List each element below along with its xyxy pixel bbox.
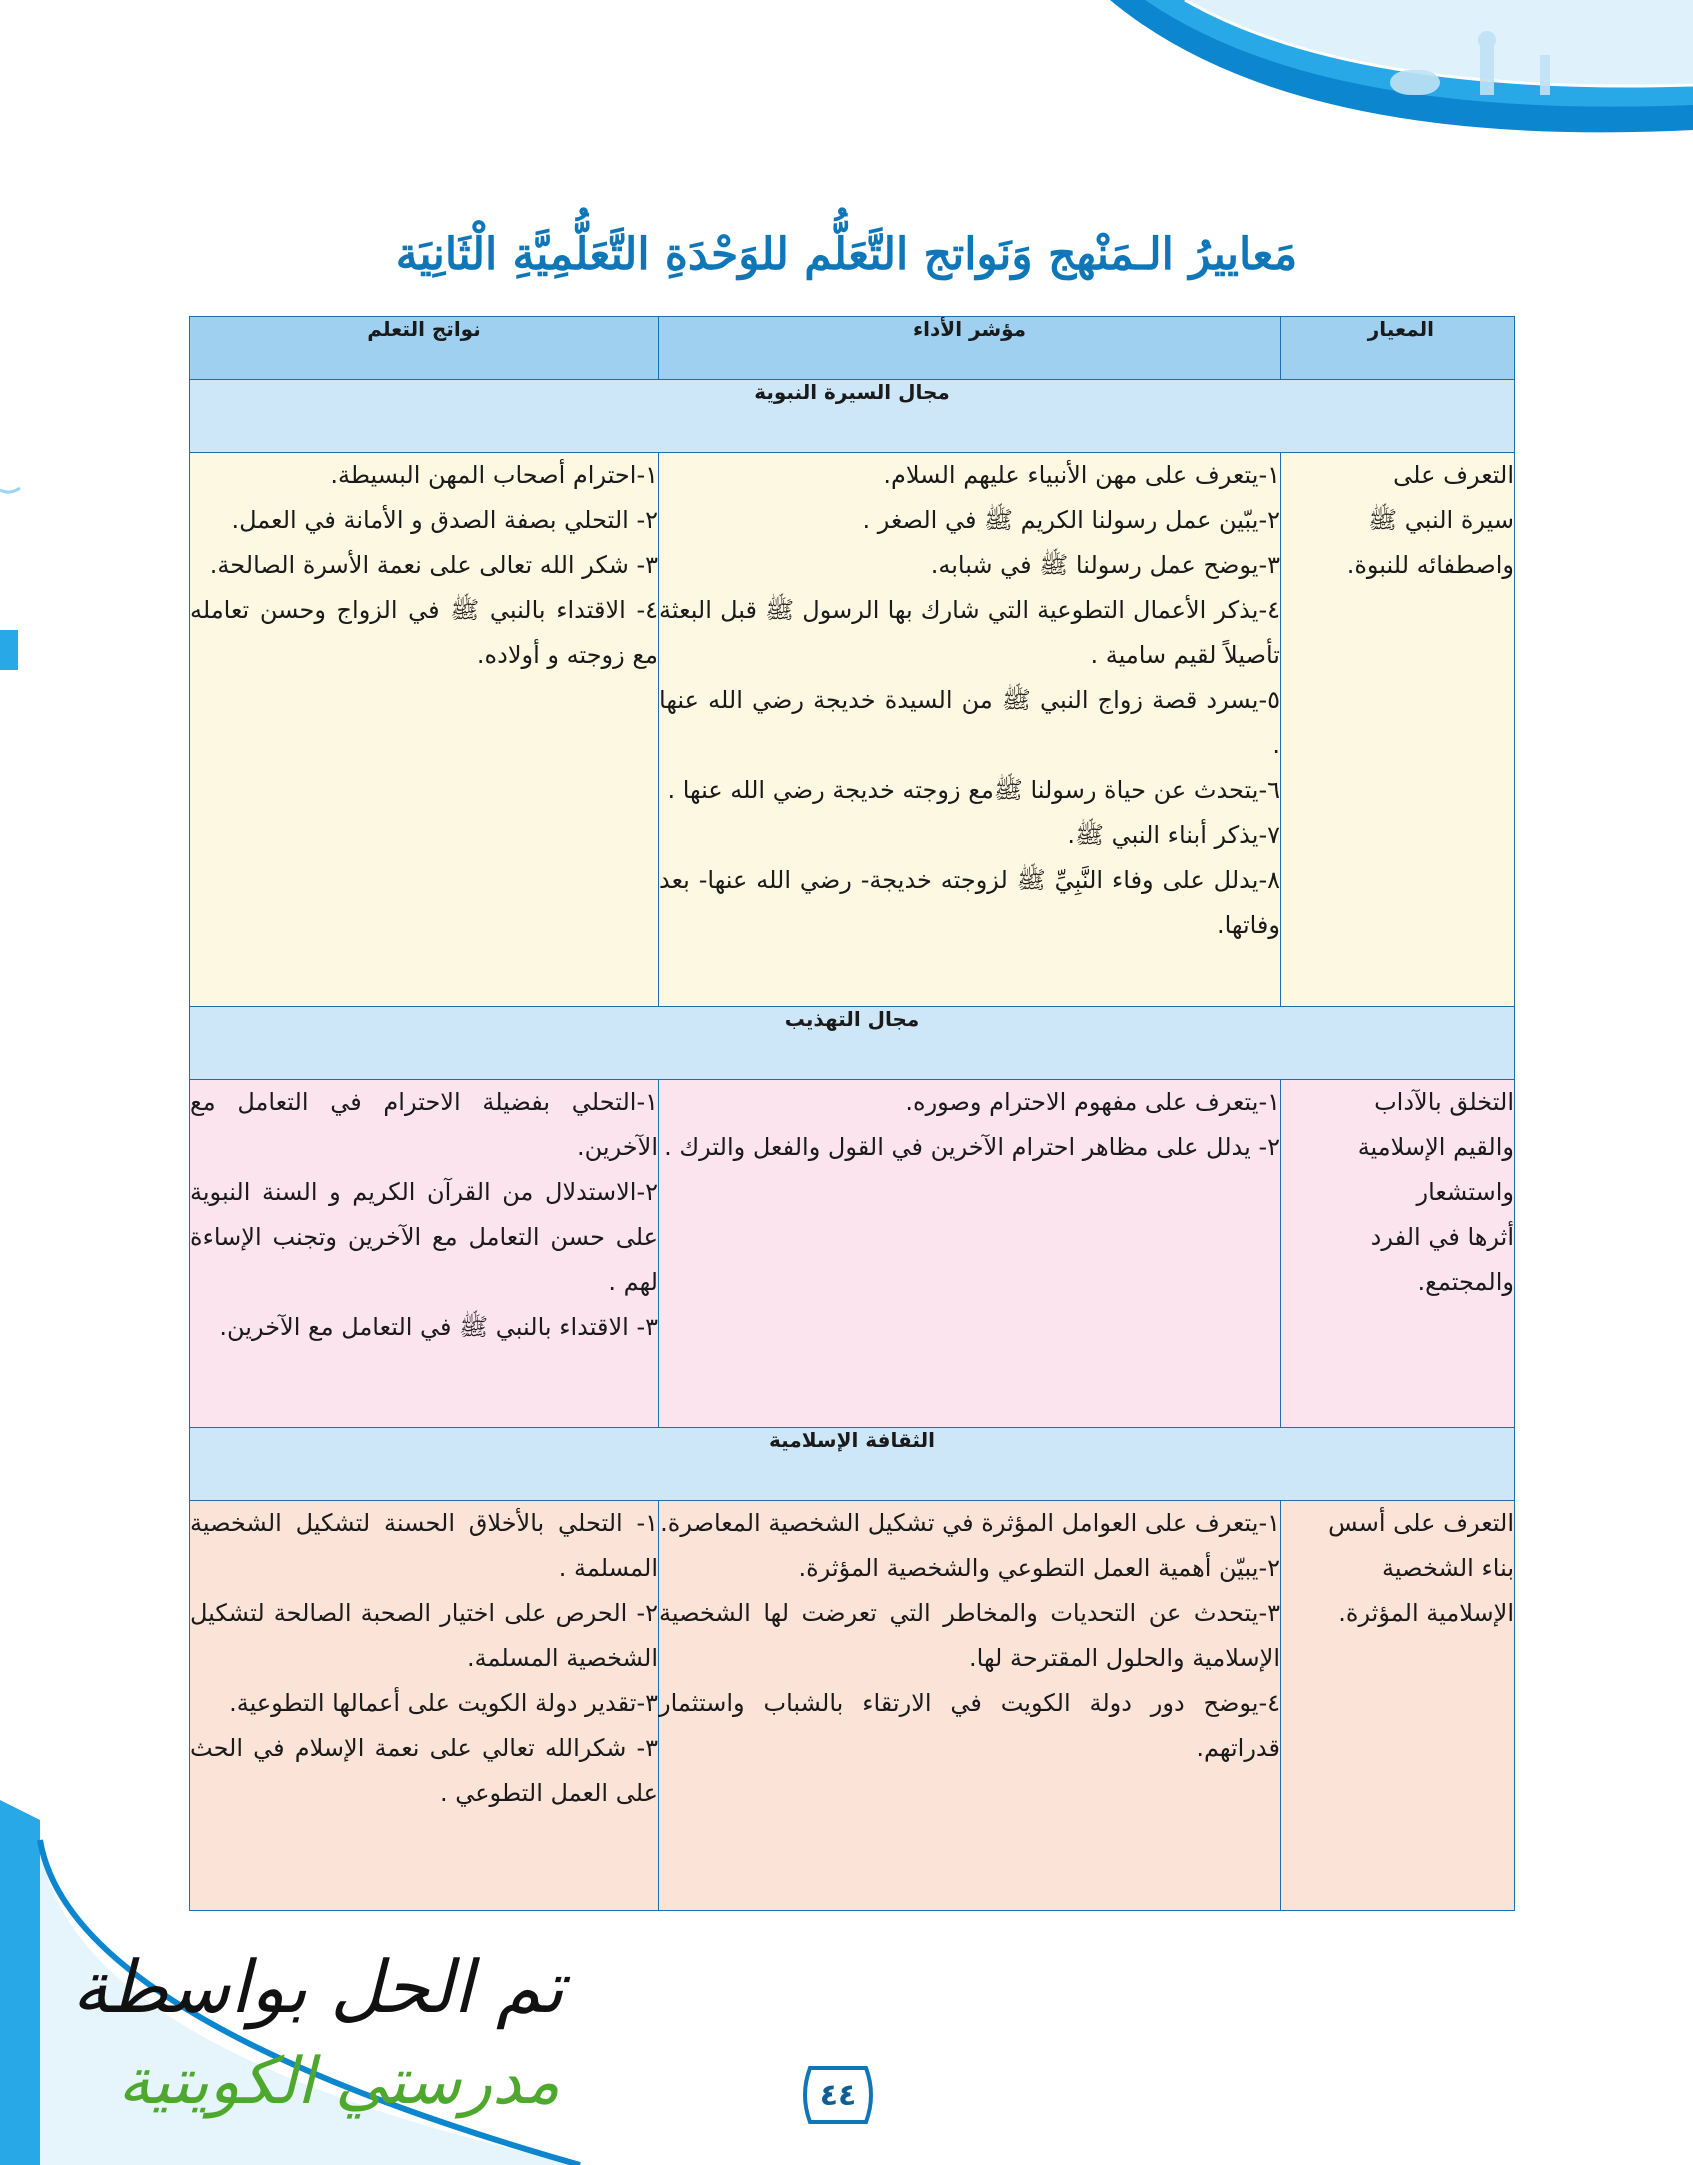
indicator-item: ٢-يبيّن أهمية العمل التطوعي والشخصية المؤثرة.	[798, 1554, 1280, 1582]
indicator-item: ٣-يتحدث عن التحديات والمخاطر التي تعرضت لها الشخصية الإسلامية والحلول المقترحة لها.	[659, 1599, 1280, 1672]
domain-row	[190, 380, 1515, 453]
left-edge-decoration	[0, 470, 30, 690]
domain-title: مجال التهذيب	[190, 1007, 1515, 1080]
table-row	[190, 453, 1515, 1007]
indicator-cell	[659, 1080, 1281, 1428]
indicator-item: ٧-يذكر أبناء النبي ﷺ.	[1067, 821, 1280, 849]
outcome-item: ١-التحلي بفضيلة الاحترام في التعامل مع الآخرين.	[190, 1088, 658, 1161]
criterion-line: واصطفائه للنبوة.	[1346, 551, 1514, 579]
indicator-cell	[659, 453, 1281, 1007]
criterion-cell	[1281, 453, 1515, 1007]
outcome-item: ٢-الاستدلال من القرآن الكريم و السنة النبوية على حسن التعامل مع الآخرين وتجنب الإساءة لهم .	[190, 1178, 658, 1296]
indicator-item: ٨-يدلل على وفاء النَّبِيِّ ﷺ لزوجته خديجة- رضي الله عنها- بعد وفاتها.	[659, 866, 1280, 939]
table-row	[190, 1080, 1515, 1428]
outcome-item: ٣- شكرالله تعالي على نعمة الإسلام في الحث على العمل التطوعي .	[190, 1734, 658, 1807]
indicator-item: ٦-يتحدث عن حياة رسولنا ﷺمع زوجته خديجة رضي الله عنها .	[667, 776, 1280, 804]
outcome-item: ٣- شكر الله تعالى على نعمة الأسرة الصالحة.	[209, 551, 658, 579]
criterion-line: والمجتمع.	[1417, 1268, 1514, 1296]
indicator-item: ٤-يوضح دور دولة الكويت في الارتقاء بالشباب واستثمار قدراتهم.	[659, 1689, 1280, 1762]
outcomes-cell	[190, 453, 659, 1007]
criterion-cell	[1281, 1080, 1515, 1428]
outcome-item: ٢- الحرص على اختيار الصحبة الصالحة لتشكيل الشخصية المسلمة.	[190, 1599, 658, 1672]
page-title: مَعاييرُ الـمَنْهج وَنَواتج التَّعَلُّم للوَحْدَةِ التَّعَلُّمِيَّةِ الْثَانِيَة	[395, 229, 1298, 281]
criterion-line: التخلق بالآداب	[1374, 1088, 1514, 1116]
criterion-line: أثرها في الفرد	[1370, 1223, 1514, 1251]
outcomes-cell	[190, 1080, 659, 1428]
criterion-cell	[1281, 1501, 1515, 1911]
outcome-item: ١-احترام أصحاب المهن البسيطة.	[330, 461, 658, 489]
page-number: ٤٤	[819, 2078, 857, 2113]
page-number-badge	[796, 2064, 880, 2126]
criterion-line: التعرف على	[1393, 461, 1514, 489]
table-header-row	[190, 317, 1515, 380]
criterion-line: التعرف على أسس	[1328, 1509, 1514, 1537]
outcomes-cell	[190, 1501, 659, 1911]
table-row	[190, 1501, 1515, 1911]
criterion-line: بناء الشخصية	[1382, 1554, 1514, 1582]
criterion-line: والقيم الإسلامية	[1357, 1133, 1514, 1161]
header-criterion: المعيار	[1281, 317, 1515, 380]
criterion-line: واستشعار	[1416, 1178, 1514, 1206]
outcome-item: ٣- الاقتداء بالنبي ﷺ في التعامل مع الآخرين.	[219, 1313, 658, 1341]
curriculum-standards-table	[189, 316, 1515, 1911]
header-swoosh-decoration	[1090, 0, 1693, 200]
header-outcomes: نواتج التعلم	[190, 317, 659, 380]
indicator-item: ٣-يوضح عمل رسولنا ﷺ في شبابه.	[930, 551, 1280, 579]
criterion-line: الإسلامية المؤثرة.	[1338, 1599, 1514, 1627]
indicator-item: ٥-يسرد قصة زواج النبي ﷺ من السيدة خديجة رضي الله عنها .	[659, 686, 1280, 759]
domain-row	[190, 1007, 1515, 1080]
domain-title: مجال السيرة النبوية	[190, 380, 1515, 453]
indicator-cell	[659, 1501, 1281, 1911]
indicator-item: ٤-يذكر الأعمال التطوعية التي شارك بها الرسول ﷺ قبل البعثة تأصيلاً لقيم سامية .	[659, 596, 1280, 669]
indicator-item: ١-يتعرف على مهن الأنبياء عليهم السلام.	[883, 461, 1280, 489]
indicator-item: ١-يتعرف على العوامل المؤثرة في تشكيل الشخصية المعاصرة.	[660, 1509, 1280, 1537]
outcome-item: ٢- التحلي بصفة الصدق و الأمانة في العمل.	[231, 506, 658, 534]
outcome-item: ٤- الاقتداء بالنبي ﷺ في الزواج وحسن تعامله مع زوجته و أولاده.	[190, 596, 658, 669]
watermark-solved-by: تم الحل بواسطة	[72, 1945, 564, 2029]
domain-title: الثقافة الإسلامية	[190, 1428, 1515, 1501]
indicator-item: ١-يتعرف على مفهوم الاحترام وصوره.	[905, 1088, 1280, 1116]
domain-row	[190, 1428, 1515, 1501]
outcome-item: ٣-تقدير دولة الكويت على أعمالها التطوعية.	[229, 1689, 658, 1717]
indicator-item: ٢- يدلل على مظاهر احترام الآخرين في القول والفعل والترك .	[664, 1133, 1280, 1161]
header-indicator: مؤشر الأداء	[659, 317, 1281, 380]
criterion-line: سيرة النبي ﷺ	[1368, 506, 1514, 534]
indicator-item: ٢-يبّين عمل رسولنا الكريم ﷺ في الصغر .	[862, 506, 1280, 534]
watermark-school-name: مدرستي الكويتية	[118, 2045, 560, 2119]
outcome-item: ١- التحلي بالأخلاق الحسنة لتشكيل الشخصية المسلمة .	[190, 1509, 658, 1582]
